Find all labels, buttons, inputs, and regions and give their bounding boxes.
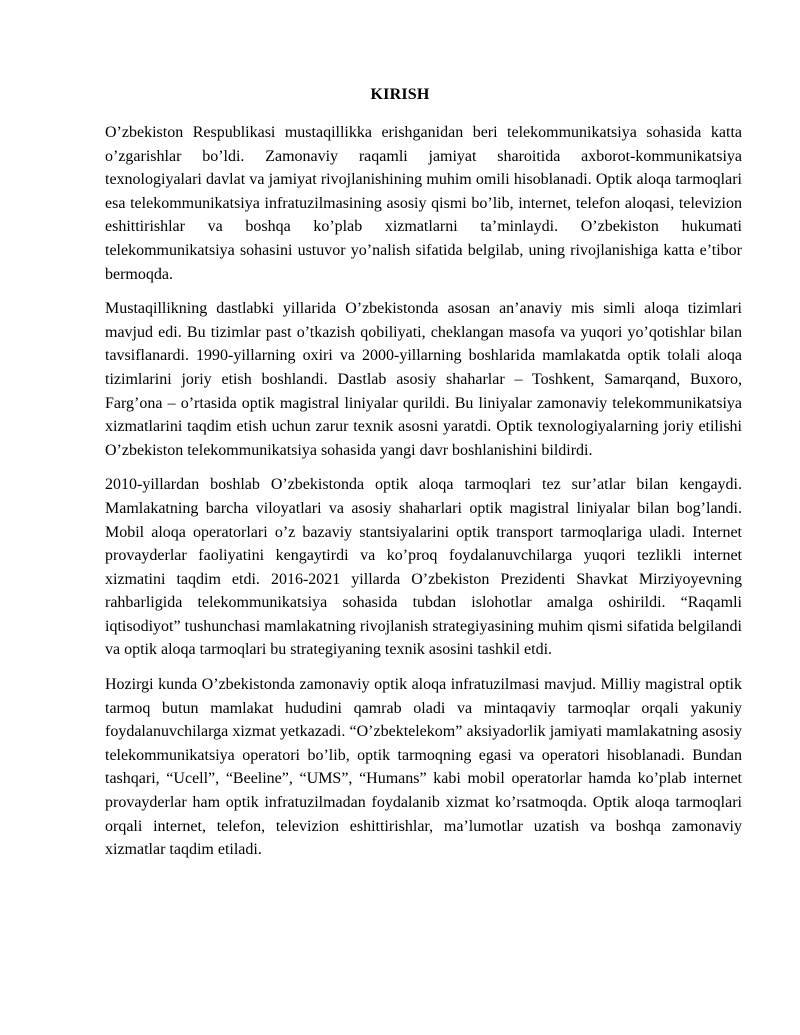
document-body [105, 121, 742, 873]
paragraph-2: Mustaqillikning dastlabki yillarida O’zbekistonda asosan an’anaviy mis simli aloqa tizimlari mavjud edi. Bu tizimlar past o’tkazish qobiliyati, cheklangan masofa va yuqori yo’qotishlar bilan tavsiflanardi. 1990-yillarning oxiri va 2000-yillarning boshlarida mamlakatda optik tolali aloqa tizimlarini joriy etish boshlandi. Dastlab asosiy shaharlar – Toshkent, Samarqand, Buxoro, Farg’ona – o’rtasida optik magistral liniyalar qurildi. Bu liniyalar zamonaviy telekommunikatsiya xizmatlarini taqdim etish uchun zarur texnik asosni yaratdi. Optik texnologiyalarning joriy etilishi O’zbekiston telekommunikatsiya sohasida yangi davr boshlanishini bildirdi. [105, 300, 742, 459]
paragraph-3: 2010-yillardan boshlab O’zbekistonda optik aloqa tarmoqlari tez sur’atlar bilan kengaydi. Mamlakatning barcha viloyatlari va asosiy shaharlari optik magistral liniyalar bilan bog’landi. Mobil aloqa operatorlari o’z bazaviy stantsiyalarini optik transport tarmoqlariga uladi. Internet provayderlar faoliyatini kengaytirdi va ko’proq foydalanuvchilarga yuqori tezlikli internet xizmatini taqdim etdi. 2016-2021 yillarda O’zbekiston Prezidenti Shavkat Mirziyoyevning rahbarligida telekommunikatsiya sohasida tubdan islohotlar amalga oshirildi. “Raqamli iqtisodiyot” tushunchasi mamlakatning rivojlanish strategiyasining muhim qismi sifatida belgilandi va optik aloqa tarmoqlari bu strategiyaning texnik asosini tashkil etdi. [105, 476, 742, 659]
paragraph-4: Hozirgi kunda O’zbekistonda zamonaviy optik aloqa infratuzilmasi mavjud. Milliy magistral optik tarmoq butun mamlakat hududini qamrab oladi va mintaqaviy tarmoqlar orqali yakuniy foydalanuvchilarga xizmat yetkazadi. “O’zbektelekom” aksiyadorlik jamiyati mamlakatning asosiy telekommunikatsiya operatori bo’lib, optik tarmoqning egasi va operatori hisoblanadi. Bundan tashqari, “Ucell”, “Beeline”, “UMS”, “Humans” kabi mobil operatorlar hamda ko’plab internet provayderlar ham optik infratuzilmadan foydalanib xizmat ko’rsatmoqda. Optik aloqa tarmoqlari orqali internet, telefon, televizion eshittirishlar, ma’lumotlar uzatish va boshqa zamonaviy xizmatlar taqdim etiladi. [105, 676, 742, 859]
page-title: KIRISH [370, 86, 430, 103]
paragraph-1: O’zbekiston Respublikasi mustaqillikka erishganidan beri telekommunikatsiya sohasida katta o’zgarishlar bo’ldi. Zamonaviy raqamli jamiyat sharoitida axborot-kommunikatsiya texnologiyalari davlat va jamiyat rivojlanishining muhim omili hisoblanadi. Optik aloqa tarmoqlari esa telekommunikatsiya infratuzilmasining asosiy qismi bo’lib, internet, telefon aloqasi, televizion eshittirishlar va boshqa ko’plab xizmatlarni ta’minlaydi. O’zbekiston hukumati telekommunikatsiya sohasini ustuvor yo’nalish sifatida belgilab, uning rivojlanishiga katta e’tibor bermoqda. [105, 124, 742, 283]
